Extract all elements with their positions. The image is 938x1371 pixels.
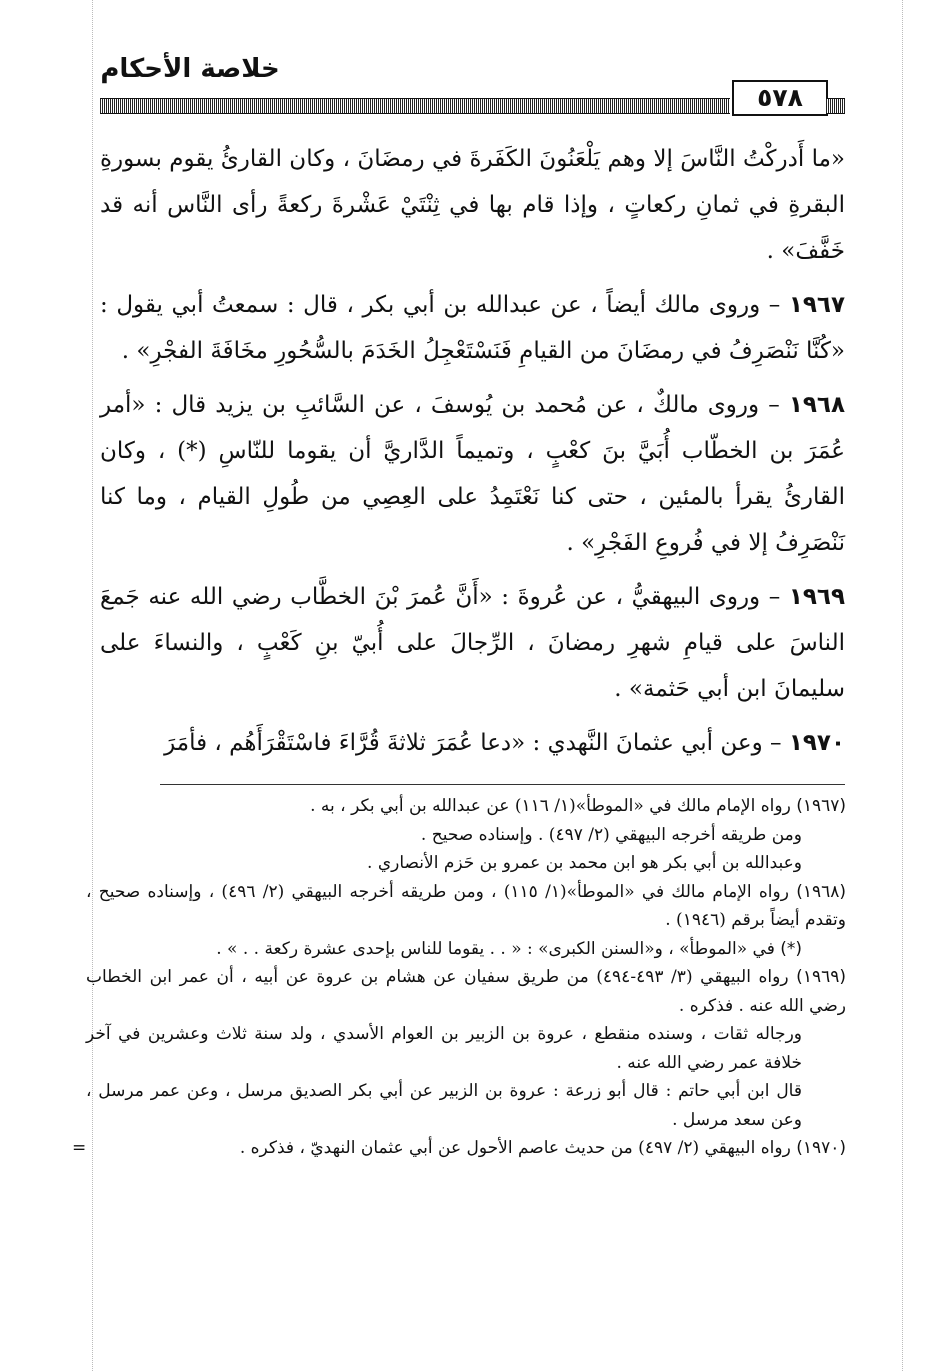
footnote-text: رواه الإمام مالك في «الموطأ»(١/ ١١٥) ، ومن طريقه أخرجه البيهقي (٢/ ٤٩٦) ، وإسناده صحيح ، وتقدم أيضاً برقم (١٩٤٦) . [86,881,846,930]
hadith-number: ١٩٧٠ [788,730,845,756]
footnote-separator [160,784,845,785]
footnote-text: في «الموطأ» ، و«السنن الكبرى» : « . . يقوما للناس بإحدى عشرة ركعة . . » . [216,938,775,959]
footnote [86,1020,846,1077]
footnote-number: (*) [780,938,802,959]
footnote-text: وعبدالله بن أبي بكر هو ابن محمد بن عمرو بن حَزم الأنصاري . [367,853,802,873]
footnote-text: قال ابن أبي حاتم : قال أبو زرعة : عروة بن الزبير عن أبي بكر الصديق مرسل ، وعن عمر مرسل ، وعن سعد مرسل . [86,1081,802,1130]
footnote [86,963,846,1020]
paragraph [100,136,845,274]
hadith-number: ١٩٦٧ [788,292,846,318]
footnote-text: ورجاله ثقات ، وسنده منقطع ، عروة بن الزبير بن العوام الأسدي ، ولد سنة ثلاث وعشرين في آخر خلافة عمر رضي الله عنه . [86,1024,802,1073]
hadith-number: ١٩٦٩ [788,584,845,610]
paragraph-text: – وروى مالكٌ ، عن مُحمد بن يُوسفَ ، عن السَّائبِ بن يزيد قال : «أمر عُمَرَ بن الخطّاب أُبَيَّ بنَ كعْبٍ ، وتميماً الدَّاريَّ أن يقوما للنّاسِ (*) ، وكان القارئُ يقرأ بالمئين ، حتى كنا نَعْتَمِدُ على العِصِي من طُولِ القيام ، وما كنا نَنْصَرِفُ إلا في فُروعِ الفَجْرِ» . [100,392,845,556]
page-header [100,54,845,120]
header-rule [100,98,730,114]
footnote [86,849,846,878]
footnote-number: (١٩٦٧) [796,796,846,816]
footnotes [72,792,847,1163]
paragraph [100,282,845,374]
header-rule-end [826,98,845,114]
footnote-number: (١٩٧٠) [796,1138,846,1158]
footnote [86,878,846,935]
scan-guide-line [902,0,903,1371]
footnote-text: ومن طريقه أخرجه البيهقي (٢/ ٤٩٧) . وإسناده صحيح . [420,824,802,845]
paragraph-text: – وروى مالك أيضاً ، عن عبدالله بن أبي بكر ، قال : سمعتُ أبي يقول : «كُنَّا نَنْصَرِفُ في رمضَانَ من القيامِ فَنَسْتَعْجِلُ الخَدَمَ بالسُّحُورِ مخَافَةَ الفجْرِ» . [100,292,845,364]
paragraph [100,720,845,766]
page-number: ٥٧٨ [732,80,828,116]
footnote [86,1077,846,1134]
footnote-text: رواه البيهقي (٢/ ٤٩٧) من حديث عاصم الأحول عن أبي عثمان النهديّ ، فذكره . [239,1138,791,1158]
footnote [86,792,846,821]
paragraph-text: – وروى البيهقيُّ ، عن عُروةَ : «أَنَّ عُمرَ بْنَ الخطَّاب رضي الله عنه جَمعَ الناسَ على قيامِ شهرِ رمضانَ ، الرِّجالَ على أُبيّ بنِ كَعْبٍ ، والنساءَ على سليمانَ ابن أبي حَثمة» . [100,584,845,702]
paragraph-text: – وعن أبي عثمانَ النَّهدي : «دعا عُمَرَ ثلاثةَ قُرَّاءَ فاسْتَقْرَأَهُم ، فأمَرَ [164,730,782,756]
footnote [86,821,846,850]
footnote-text: رواه البيهقي (٣/ ٤٩٣-٤٩٤) من طريق سفيان عن هشام بن عروة عن أبيه ، أن عمر ابن الخطاب رضي الله عنه . فذكره . [86,967,846,1016]
paragraph [100,574,845,712]
main-text [100,136,845,774]
paragraph [100,382,845,566]
hadith-number: ١٩٦٨ [788,392,845,418]
continuation-mark: = [72,1138,87,1158]
paragraph-text: «ما أَدركْتُ النَّاسَ إلا وهم يَلْعَنُونَ الكَفَرةَ في رمضَانَ ، وكان القارئُ يقوم بسورةِ البقرةِ في ثمانِ ركعاتٍ ، وإذا قام بها في ثِنْتَيْ عَشْرةَ ركعةً رأى النَّاس أنه قد خَفَّفَ» . [100,146,845,264]
footnote-number: (١٩٦٩) [796,967,846,987]
footnote [86,935,846,964]
footnote-text: رواه الإمام مالك في «الموطأ»(١/ ١١٦) عن عبدالله بن أبي بكر ، به . [310,796,791,816]
book-title: خلاصة الأحكام [100,54,280,84]
scan-guide-line [92,0,93,1371]
footnote [72,1134,846,1163]
footnote-number: (١٩٦٨) [796,881,847,902]
